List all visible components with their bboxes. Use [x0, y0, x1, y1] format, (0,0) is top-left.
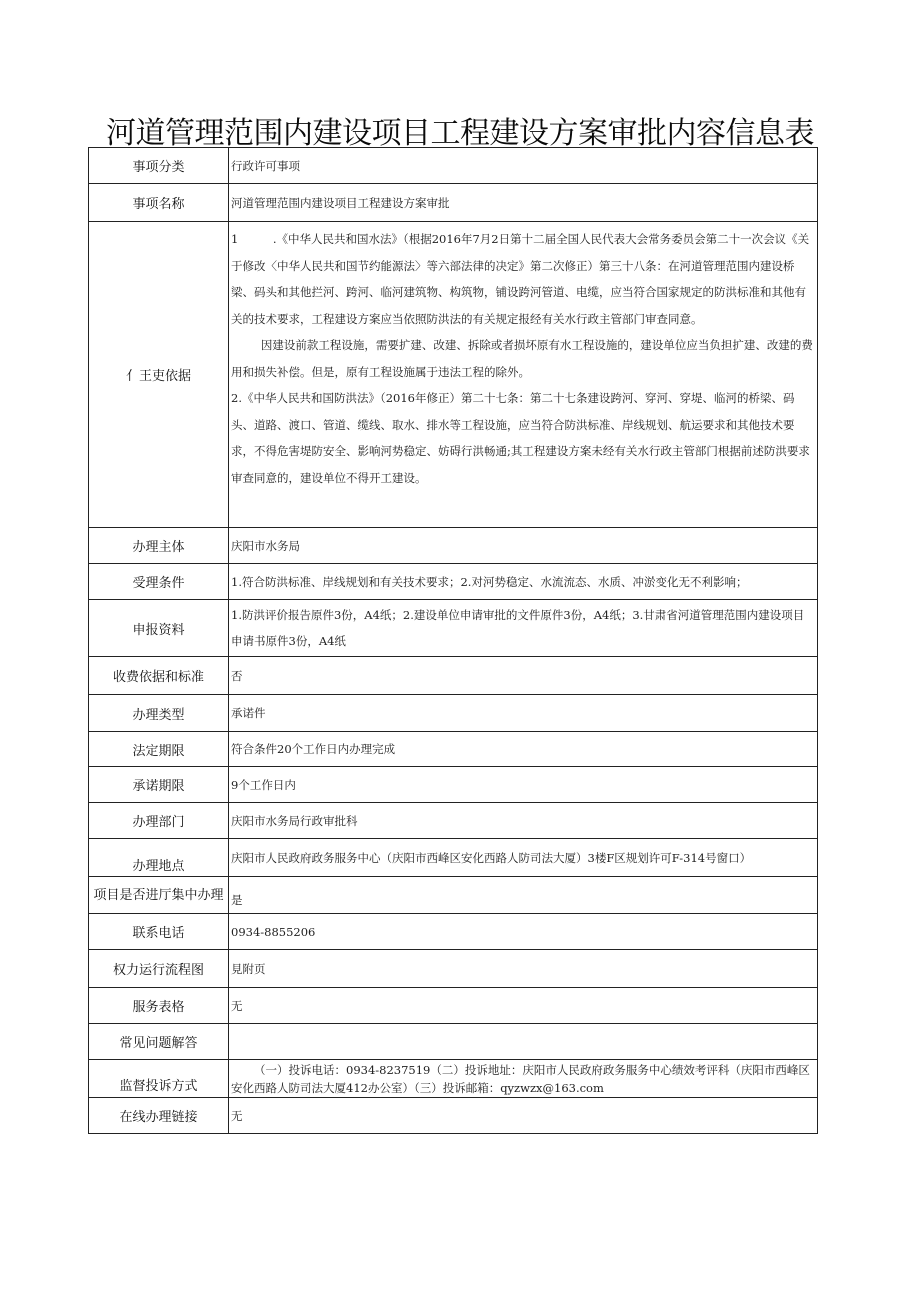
row-label-text: 项目是否进厅集中办理: [93, 887, 224, 903]
row-label: 办理部门: [89, 803, 229, 839]
row-value: （一）投诉电话：0934-8237519（二）投诉地址：庆阳市人民政府政务服务中心绩效考评科（庆阳市西峰区安化西路人防司法大厦412办公室）（三）投诉邮箱：qyzwzx@163.com: [229, 1060, 818, 1098]
row-value: 1.符合防洪标准、岸线规划和有关技术要求；2.对河势稳定、水流流态、水质、冲淤变化无不利影响；: [229, 564, 818, 600]
table-row: [89, 732, 818, 767]
table-row: [89, 148, 818, 184]
page-title: 河道管理范围内建设项目工程建设方案审批内容信息表: [106, 116, 814, 151]
row-value: 否: [229, 657, 818, 695]
row-label: 受理条件: [89, 564, 229, 600]
row-label: 在线办理链接: [89, 1098, 229, 1134]
table-row: [89, 600, 818, 657]
row-label: 申报资料: [89, 600, 229, 657]
row-label-text: 监督投诉方式: [119, 1079, 198, 1094]
row-value: 无: [229, 988, 818, 1024]
row-label: 事项名称: [89, 184, 229, 222]
row-label: 权力运行流程图: [89, 950, 229, 988]
row-value: 庆阳市水务局行政审批科: [229, 803, 818, 839]
row-value: 是: [229, 877, 818, 914]
table-row: [89, 877, 818, 914]
row-value: 符合条件20个工作日内办理完成: [229, 732, 818, 767]
basis-paragraph: 因建设前款工程设施，需要扩建、改建、拆除或者损坏原有水工程设施的，建设单位应当负担扩建、改建的费用和损失补偿。但是，原有工程设施属于违法工程的除外。: [231, 338, 813, 379]
row-value: 1.防洪评价报告原件3份，A4纸；2.建设单位申请审批的文件原件3份，A4纸；3.甘肃省河道管理范围内建设项目申请书原件3份，A4纸: [229, 600, 818, 657]
row-label: 常见问题解答: [89, 1024, 229, 1060]
row-label: [89, 839, 229, 877]
table-row: [89, 839, 818, 877]
row-label: 服务表格: [89, 988, 229, 1024]
row-label: 事项分类: [89, 148, 229, 184]
row-value: 承诺件: [229, 695, 818, 732]
table-row: [89, 803, 818, 839]
row-label: 办理类型: [89, 695, 229, 732]
row-label: 亻王吏依据: [89, 222, 229, 528]
table-row: [89, 1060, 818, 1098]
row-value: 庆阳市人民政府政务服务中心（庆阳市西峰区安化西路人防司法大厦）3楼F区规划许可F-314号窗口）: [229, 839, 818, 877]
row-value: 无: [229, 1098, 818, 1134]
table-row: [89, 950, 818, 988]
row-label: [89, 877, 229, 914]
table-row: [89, 767, 818, 803]
legal-basis-text: [229, 222, 818, 528]
row-value: 河道管理范围内建设项目工程建设方案审批: [229, 184, 818, 222]
info-table: [88, 147, 818, 1134]
basis-paragraph: 2.《中华人民共和国防洪法》（2016年修正）第二十七条：第二十七条建设跨河、穿河、穿堤、临河的桥梁、码头、道路、渡口、管道、缆线、取水、排水等工程设施，应当符合防洪标准、岸线规划、航运要求和其他技术要求，不得危害堤防安全、影响河势稳定、妨碍行洪畅通;其工程建设方案未经有关水行政主管部门根据前述防洪要求审查同意的，建设单位不得开工建设。: [231, 391, 810, 485]
table-row: [89, 222, 818, 528]
row-label: 收费依据和标准: [89, 657, 229, 695]
table-row: [89, 695, 818, 732]
row-label-text: 办理地点: [132, 859, 185, 874]
row-value: 9个工作日内: [229, 767, 818, 803]
table-row: [89, 1098, 818, 1134]
table-row: [89, 564, 818, 600]
table-row: [89, 988, 818, 1024]
table-row: [89, 184, 818, 222]
row-value: [229, 1024, 818, 1060]
row-value: 見附页: [229, 950, 818, 988]
table-row: [89, 528, 818, 564]
table-row: [89, 1024, 818, 1060]
table-row: [89, 914, 818, 950]
row-label: 法定期限: [89, 732, 229, 767]
row-label: 承诺期限: [89, 767, 229, 803]
row-label: [89, 1060, 229, 1098]
row-label: 办理主体: [89, 528, 229, 564]
basis-paragraph: 1 .《中华人民共和国水法》（根据2016年7月2日第十二届全国人民代表大会常务委员会第二十一次会议《关于修改〈中华人民共和国节约能源法〉等六部法律的决定》第二次修正）第三十八条：在河道管理范围内建设桥梁、码头和其他拦河、跨河、临河建筑物、构筑物，铺设跨河管道、电缆，应当符合国家规定的防洪标准和其他有关的技术要求，工程建设方案应当依照防洪法的有关规定报经有关水行政主管部门审查同意。: [231, 232, 810, 326]
row-value: 0934-8855206: [229, 914, 818, 950]
table-row: [89, 657, 818, 695]
row-value: 行政许可事项: [229, 148, 818, 184]
row-label: 联系电话: [89, 914, 229, 950]
row-value: 庆阳市水务局: [229, 528, 818, 564]
